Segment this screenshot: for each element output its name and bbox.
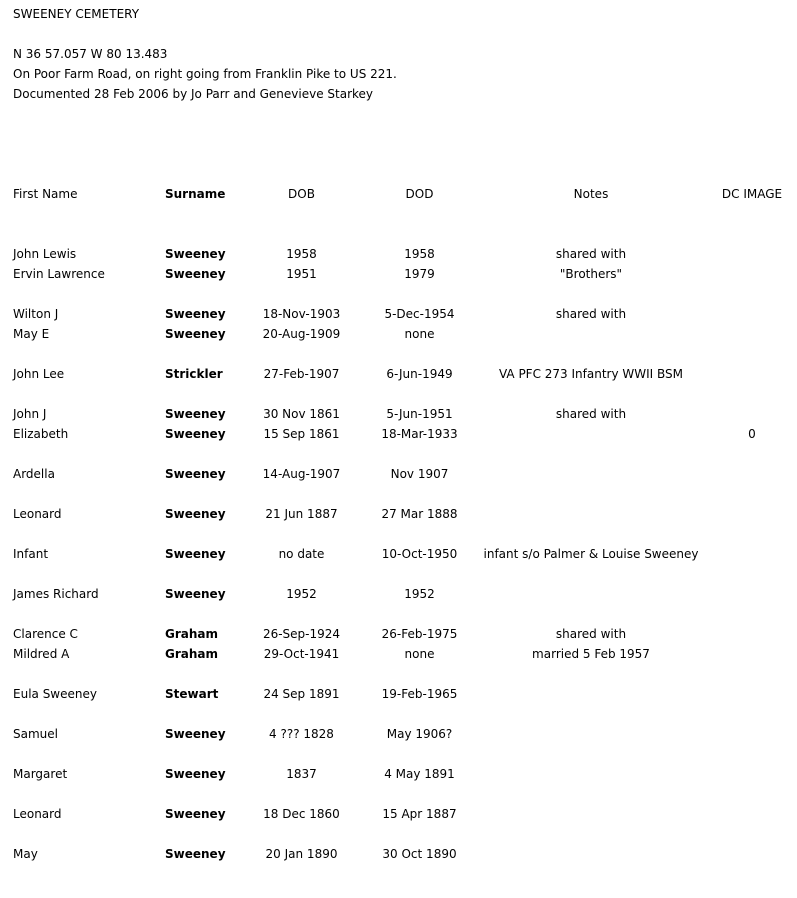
cell-first-name: Infant — [13, 547, 49, 561]
cell-dob: 27-Feb-1907 — [263, 367, 340, 381]
cell-dod: none — [404, 647, 435, 661]
cell-dob: 20-Aug-1909 — [262, 327, 341, 341]
row-spacer — [0, 204, 797, 244]
table-row — [0, 844, 797, 864]
cell-surname: Sweeney — [165, 587, 226, 601]
row-spacer — [0, 744, 797, 764]
cell-surname: Sweeney — [165, 547, 226, 561]
cell-dob: 18-Nov-1903 — [262, 307, 341, 321]
cell-notes: infant s/o Palmer & Louise Sweeney — [483, 547, 699, 561]
table-row — [0, 424, 797, 444]
location-description: On Poor Farm Road, on right going from Franklin Pike to US 221. — [13, 67, 397, 81]
row-spacer — [0, 284, 797, 304]
cell-dc-image — [712, 504, 792, 524]
cell-first-name: James Richard — [13, 587, 99, 601]
column-header-dod: DOD — [405, 187, 434, 201]
cell-dod: 1958 — [404, 247, 435, 261]
cell-first-name: Ervin Lawrence — [13, 267, 105, 281]
cell-dod: 27 Mar 1888 — [381, 507, 458, 521]
cell-dob: 24 Sep 1891 — [263, 687, 340, 701]
cell-first-name: Leonard — [13, 807, 62, 821]
cell-first-name: John J — [13, 407, 47, 421]
cell-dc-image — [712, 404, 792, 424]
cell-first-name: John Lewis — [13, 247, 77, 261]
cell-dc-image: 0 — [748, 427, 756, 441]
cell-first-name: Ardella — [13, 467, 55, 481]
cell-dc-image — [712, 644, 792, 664]
table-row — [0, 364, 797, 384]
cell-dc-image — [712, 584, 792, 604]
row-spacer — [0, 664, 797, 684]
table-body — [0, 204, 797, 864]
cell-surname: Sweeney — [165, 247, 226, 261]
cell-notes — [476, 844, 706, 864]
cell-surname: Graham — [165, 627, 219, 641]
cell-dob: 26-Sep-1924 — [262, 627, 341, 641]
cell-dod: 19-Feb-1965 — [381, 687, 458, 701]
cell-dob: 30 Nov 1861 — [263, 407, 340, 421]
cell-dod: May 1906? — [386, 727, 453, 741]
cell-dod: 18-Mar-1933 — [381, 427, 458, 441]
cell-notes — [476, 584, 706, 604]
cell-dod: 4 May 1891 — [384, 767, 455, 781]
cell-notes: shared with — [555, 627, 627, 641]
cell-dod: 6-Jun-1949 — [386, 367, 453, 381]
row-spacer — [0, 704, 797, 724]
cell-dod: 5-Jun-1951 — [386, 407, 453, 421]
row-spacer — [0, 344, 797, 364]
row-spacer — [0, 824, 797, 844]
cell-dod: 10-Oct-1950 — [381, 547, 458, 561]
cell-surname: Sweeney — [165, 507, 226, 521]
cell-first-name: John Lee — [13, 367, 65, 381]
cell-notes — [476, 724, 706, 744]
cell-surname: Sweeney — [165, 767, 226, 781]
cell-dc-image — [712, 724, 792, 744]
cell-dob: 21 Jun 1887 — [265, 507, 338, 521]
column-header-dob: DOB — [288, 187, 315, 201]
cemetery-title: SWEENEY CEMETERY — [13, 7, 140, 21]
cell-dob: 18 Dec 1860 — [263, 807, 340, 821]
gps-coordinates: N 36 57.057 W 80 13.483 — [13, 47, 168, 61]
column-header-surname: Surname — [165, 187, 226, 201]
row-spacer — [0, 604, 797, 624]
table-row — [0, 584, 797, 604]
cell-dc-image — [712, 684, 792, 704]
cell-dod: 26-Feb-1975 — [381, 627, 458, 641]
cell-dc-image — [712, 244, 792, 264]
table-row — [0, 244, 797, 264]
cell-dod: none — [404, 327, 435, 341]
cell-dob: 1952 — [286, 587, 317, 601]
cell-surname: Strickler — [165, 367, 223, 381]
cell-surname: Sweeney — [165, 847, 226, 861]
cell-first-name: Clarence C — [13, 627, 78, 641]
table-row — [0, 644, 797, 664]
burial-table — [0, 184, 797, 864]
table-row — [0, 764, 797, 784]
table-row — [0, 544, 797, 564]
cell-notes — [476, 504, 706, 524]
column-header-first-name: First Name — [13, 187, 78, 201]
table-row — [0, 324, 797, 344]
cell-dc-image — [712, 844, 792, 864]
cell-dod: 1979 — [404, 267, 435, 281]
table-row — [0, 264, 797, 284]
cell-first-name: Eula Sweeney — [13, 687, 97, 701]
cell-dob: 14-Aug-1907 — [262, 467, 341, 481]
cell-notes — [476, 804, 706, 824]
table-row — [0, 804, 797, 824]
cell-dod: 15 Apr 1887 — [382, 807, 457, 821]
row-spacer — [0, 564, 797, 584]
cell-surname: Graham — [165, 647, 219, 661]
cell-dod: 5-Dec-1954 — [384, 307, 455, 321]
cell-dc-image — [712, 364, 792, 384]
cell-notes: married 5 Feb 1957 — [532, 647, 650, 661]
cell-first-name: Samuel — [13, 727, 58, 741]
column-header-dc-image: DC IMAGE — [721, 187, 783, 201]
cell-notes — [476, 324, 706, 344]
cell-surname: Sweeney — [165, 307, 226, 321]
cell-surname: Sweeney — [165, 727, 226, 741]
cell-surname: Sweeney — [165, 427, 226, 441]
cell-dob: 1958 — [286, 247, 317, 261]
cell-surname: Sweeney — [165, 327, 226, 341]
cell-notes — [476, 684, 706, 704]
table-row — [0, 304, 797, 324]
cell-dob: 15 Sep 1861 — [263, 427, 340, 441]
cell-notes — [476, 464, 706, 484]
cell-dod: Nov 1907 — [390, 467, 449, 481]
cell-surname: Sweeney — [165, 807, 226, 821]
table-row — [0, 684, 797, 704]
column-header-notes: Notes — [573, 187, 609, 201]
table-row — [0, 724, 797, 744]
cell-first-name: Wilton J — [13, 307, 59, 321]
table-row — [0, 624, 797, 644]
cell-dc-image — [712, 764, 792, 784]
table-header-row — [0, 184, 797, 204]
cell-first-name: Margaret — [13, 767, 68, 781]
table-row — [0, 464, 797, 484]
row-spacer — [0, 484, 797, 504]
cell-surname: Sweeney — [165, 267, 226, 281]
cell-surname: Stewart — [165, 687, 219, 701]
cell-dod: 30 Oct 1890 — [382, 847, 457, 861]
cell-dc-image — [712, 324, 792, 344]
cell-notes — [476, 424, 706, 444]
cell-dc-image — [712, 304, 792, 324]
cell-notes — [476, 764, 706, 784]
cell-first-name: Mildred A — [13, 647, 70, 661]
cell-dob: no date — [278, 547, 325, 561]
cell-first-name: May — [13, 847, 38, 861]
row-spacer — [0, 784, 797, 804]
cell-dc-image — [712, 464, 792, 484]
cell-surname: Sweeney — [165, 407, 226, 421]
cell-notes: shared with — [555, 247, 627, 261]
row-spacer — [0, 384, 797, 404]
cell-notes: shared with — [555, 307, 627, 321]
table-row — [0, 404, 797, 424]
cell-dob: 4 ??? 1828 — [269, 727, 334, 741]
cell-dob: 20 Jan 1890 — [265, 847, 338, 861]
cell-dob: 29-Oct-1941 — [263, 647, 340, 661]
documentation-note: Documented 28 Feb 2006 by Jo Parr and Genevieve Starkey — [13, 87, 374, 101]
cell-notes: "Brothers" — [559, 267, 623, 281]
cell-dc-image — [712, 624, 792, 644]
row-spacer — [0, 524, 797, 544]
cell-dob: 1837 — [286, 767, 317, 781]
cell-dc-image — [712, 544, 792, 564]
cell-dc-image — [712, 804, 792, 824]
cell-dod: 1952 — [404, 587, 435, 601]
cell-notes: shared with — [555, 407, 627, 421]
cell-first-name: Leonard — [13, 507, 62, 521]
cell-dob: 1951 — [286, 267, 317, 281]
table-row — [0, 504, 797, 524]
cell-first-name: Elizabeth — [13, 427, 69, 441]
row-spacer — [0, 444, 797, 464]
cell-first-name: May E — [13, 327, 50, 341]
cell-surname: Sweeney — [165, 467, 226, 481]
cell-notes: VA PFC 273 Infantry WWII BSM — [498, 367, 683, 381]
cell-dc-image — [712, 264, 792, 284]
